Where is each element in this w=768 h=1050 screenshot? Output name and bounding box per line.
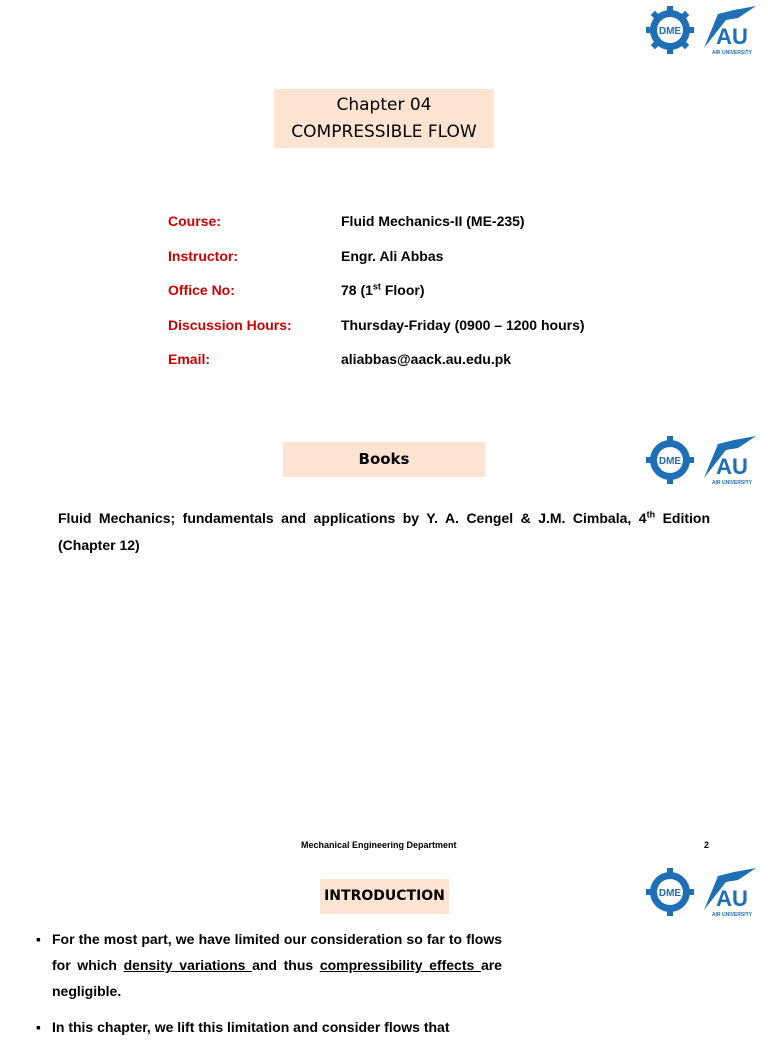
svg-text:AIR UNIVERSITY: AIR UNIVERSITY [711, 50, 753, 56]
footer-department: Mechanical Engineering Department [301, 840, 457, 850]
dme-gear-logo [646, 6, 694, 54]
dme-gear-logo [646, 868, 694, 916]
page-number: 2 [704, 840, 710, 850]
university-logos [642, 4, 758, 56]
svg-text:AU: AU [716, 24, 748, 49]
svg-text:AIR UNIVERSITY: AIR UNIVERSITY [711, 480, 753, 486]
office-value: 78 (1st Floor) [341, 281, 425, 298]
instructor-label: Instructor: [168, 248, 238, 264]
chapter-title: COMPRESSIBLE FLOW [291, 122, 477, 142]
book-reference: Fluid Mechanics; fundamentals and applications by Y. A. Cengel & J.M. Cimbala, 4th Edition (Chapter 12) [58, 509, 711, 553]
introduction-heading: INTRODUCTION [320, 879, 449, 914]
air-university-logo [704, 6, 756, 56]
svg-text:AIR UNIVERSITY: AIR UNIVERSITY [711, 912, 753, 918]
air-university-logo [704, 868, 756, 918]
course-value: Fluid Mechanics-II (ME-235) [341, 213, 525, 229]
svg-text:DME: DME [658, 888, 682, 899]
introduction-list [36, 926, 502, 1050]
university-logos [642, 866, 758, 918]
university-logos [642, 434, 758, 486]
hours-label: Discussion Hours: [168, 317, 292, 333]
books-heading: Books [283, 442, 485, 477]
email-value: aliabbas@aack.au.edu.pk [341, 351, 512, 367]
svg-text:AU: AU [716, 886, 748, 911]
hours-value: Thursday-Friday (0900 – 1200 hours) [341, 317, 585, 333]
office-label: Office No: [168, 282, 235, 298]
instructor-value: Engr. Ali Abbas [341, 248, 444, 264]
chapter-number: Chapter 04 [336, 95, 432, 115]
email-label: Email: [168, 351, 211, 367]
air-university-logo [704, 436, 756, 486]
list-item: ▪ For the most part, we have limited our consideration so far to flows for which density variations and thus compressibility effects are negligible. [36, 926, 502, 1004]
svg-text:DME: DME [658, 26, 682, 37]
bullet-marker: ▪ [36, 931, 41, 947]
course-label: Course: [168, 213, 221, 229]
dme-gear-logo [646, 436, 694, 484]
bullet-marker: ▪ [36, 1019, 41, 1035]
svg-text:AU: AU [716, 454, 748, 479]
chapter-title-box [274, 89, 494, 148]
svg-text:DME: DME [658, 456, 682, 467]
list-item: ▪ In this chapter, we lift this limitation and consider flows that [36, 1014, 502, 1040]
